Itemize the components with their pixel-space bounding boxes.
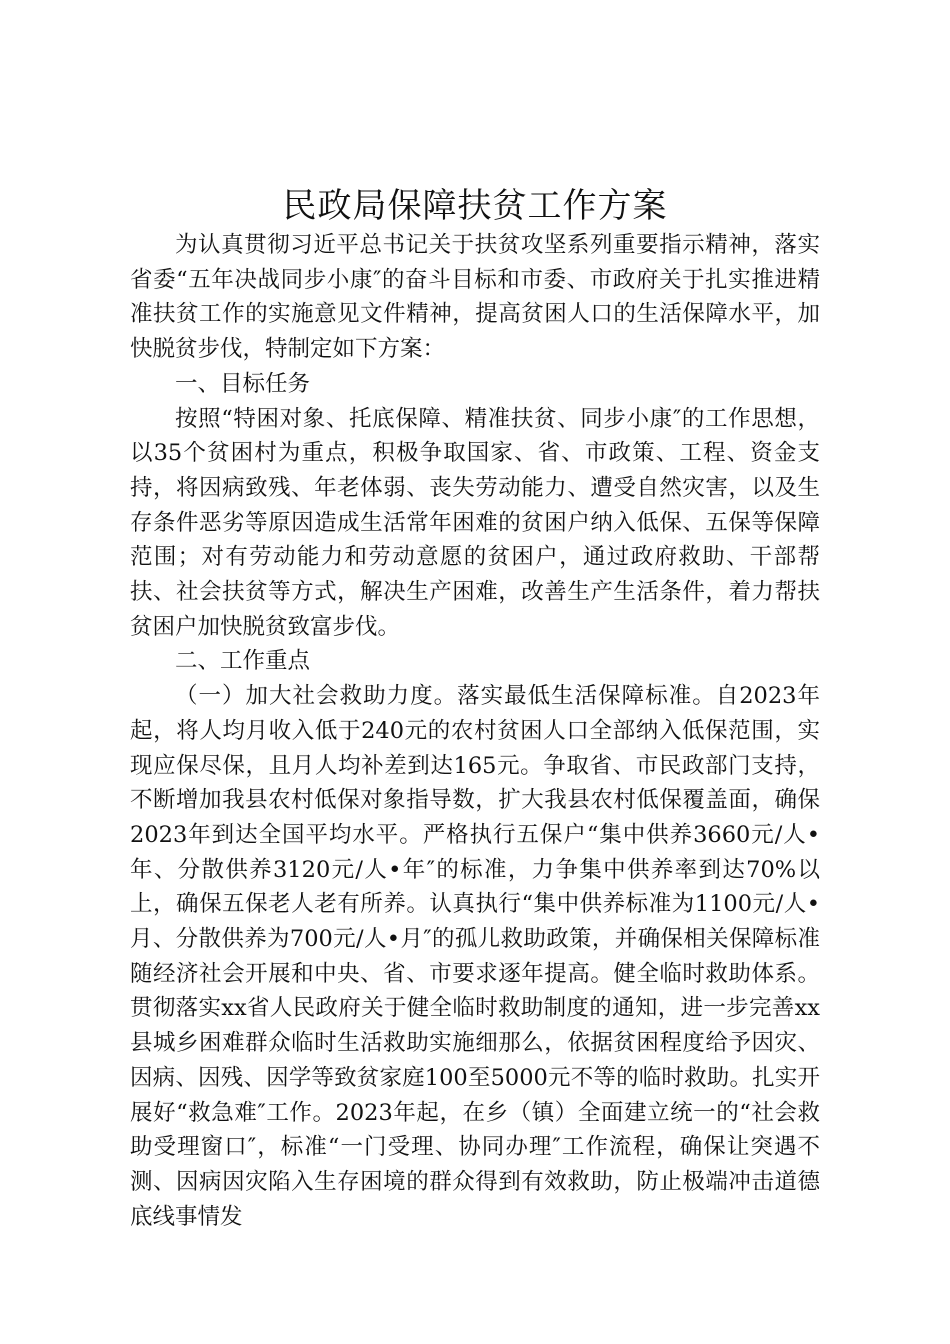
section-heading-goals: 一、目标任务 bbox=[175, 370, 311, 397]
document-body bbox=[130, 228, 820, 1234]
paragraph-social-assistance: （一）加大社会救助力度。落实最低生活保障标准。自2023年起，将人均月收入低于240元的农村贫困人口全部纳入低保范围，实现应保尽保，且月人均补差到达165元。争取省、市民政部门支持，不断增加我县农村低保对象指导数，扩大我县农村低保覆盖面，确保2023年到达全国平均水平。严格执行五保户“集中供养3660元/人•年、分散供养3120元/人•年″的标准，力争集中供养率到达70%以上，确保五保老人老有所养。认真执行“集中供养标准为1100元/人•月、分散供养为700元/人•月″的孤儿救助政策，并确保相关保障标准随经济社会开展和中央、省、市要求逐年提高。健全临时救助体系。贯彻落实xx省人民政府关于健全临时救助制度的通知，进一步完善xx县城乡困难群众临时生活救助实施细那么，依据贫困程度给予因灾、因病、因残、因学等致贫家庭100至5000元不等的临时救助。扎实开展好“救急难″工作。2023年起，在乡（镇）全面建立统一的“社会救助受理窗口″，标准“一门受理、协同办理″工作流程，确保让突遇不测、因病因灾陷入生存困境的群众得到有效救助，防止极端冲击道德底线事情发 bbox=[130, 683, 820, 1230]
document-title: 民政局保障扶贫工作方案 bbox=[282, 186, 668, 226]
section-heading-focus: 二、工作重点 bbox=[175, 648, 311, 675]
paragraph-intro: 为认真贯彻习近平总书记关于扶贫攻坚系列重要指示精神，落实省委“五年决战同步小康″的奋斗目标和市委、市政府关于扎实推进精准扶贫工作的实施意见文件精神，提高贫困人口的生活保障水平，加快脱贫步伐，特制定如下方案： bbox=[130, 232, 820, 363]
paragraph-goals: 按照“特困对象、托底保障、精准扶贫、同步小康″的工作思想，以35个贫困村为重点，积极争取国家、省、市政策、工程、资金支持，将因病致残、年老体弱、丧失劳动能力、遭受自然灾害，以及生存条件恶劣等原因造成生活常年困难的贫困户纳入低保、五保等保障范围；对有劳动能力和劳动意愿的贫困户，通过政府救助、干部帮扶、社会扶贫等方式，解决生产困难，改善生产生活条件，着力帮扶贫困户加快脱贫致富步伐。 bbox=[130, 405, 820, 640]
